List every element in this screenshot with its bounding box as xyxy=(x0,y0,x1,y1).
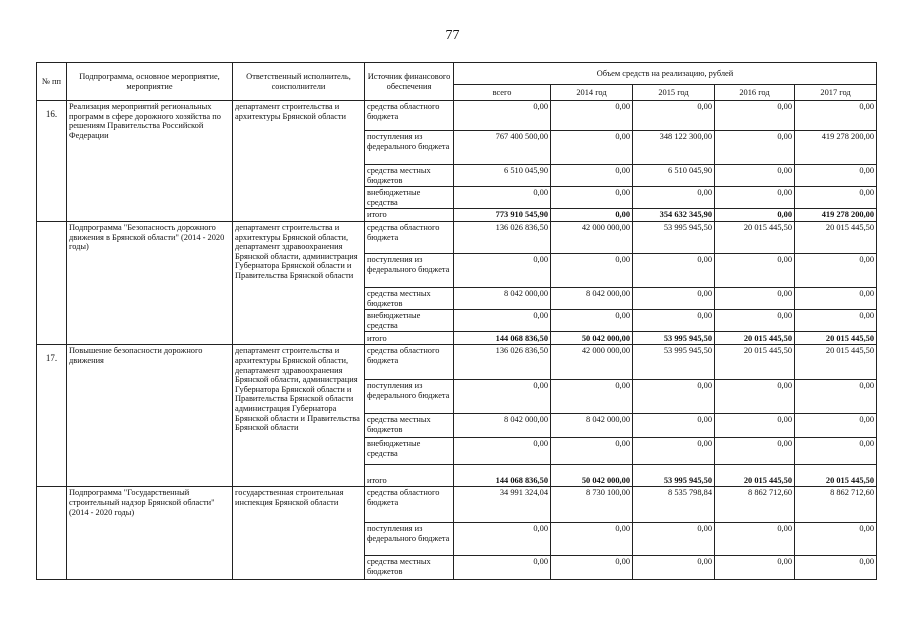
value-2014: 42 000 000,00 xyxy=(551,221,633,253)
value-2015: 0,00 xyxy=(633,310,715,332)
value-2014: 0,00 xyxy=(551,253,633,287)
funding-source: средства областного бюджета xyxy=(365,221,454,253)
value-total: 0,00 xyxy=(454,556,551,580)
table-row xyxy=(37,345,877,380)
value-2017: 0,00 xyxy=(795,187,877,209)
value-2017: 0,00 xyxy=(795,310,877,332)
value-total: 773 910 545,90 xyxy=(454,209,551,222)
value-2017: 8 862 712,60 xyxy=(795,487,877,523)
funding-source: внебюджетные средства xyxy=(365,438,454,465)
funding-source: поступления из федерального бюджета xyxy=(365,523,454,556)
value-2015: 53 995 945,50 xyxy=(633,221,715,253)
funding-source: внебюджетные средства xyxy=(365,187,454,209)
header-executor: Ответственный исполнитель, соисполнители xyxy=(233,63,365,101)
funding-source: внебюджетные средства xyxy=(365,310,454,332)
value-total: 0,00 xyxy=(454,101,551,131)
value-2014: 50 042 000,00 xyxy=(551,332,633,345)
value-2016: 0,00 xyxy=(715,187,795,209)
row-number xyxy=(37,487,67,580)
value-2014: 0,00 xyxy=(551,187,633,209)
value-2017: 0,00 xyxy=(795,101,877,131)
funding-source: средства местных бюджетов xyxy=(365,414,454,438)
value-total: 34 991 324,04 xyxy=(454,487,551,523)
funding-source: средства местных бюджетов xyxy=(365,556,454,580)
header-2014: 2014 год xyxy=(551,85,633,101)
value-2014: 0,00 xyxy=(551,209,633,222)
value-total: 6 510 045,90 xyxy=(454,165,551,187)
executor-name: государственная строительная инспекция Брянской области xyxy=(233,487,365,580)
value-2016: 0,00 xyxy=(715,380,795,414)
value-2015: 0,00 xyxy=(633,253,715,287)
program-name: Подпрограмма "Безопасность дорожного движения в Брянской области" (2014 - 2020 годы) xyxy=(67,221,233,344)
value-2017: 0,00 xyxy=(795,165,877,187)
table-row xyxy=(37,487,877,523)
value-2016: 0,00 xyxy=(715,253,795,287)
row-number: 17. xyxy=(37,345,67,487)
value-2017: 0,00 xyxy=(795,380,877,414)
row-number xyxy=(37,221,67,344)
header-funding: Объем средств на реализацию, рублей xyxy=(454,63,877,85)
value-2016: 20 015 445,50 xyxy=(715,332,795,345)
value-2014: 8 730 100,00 xyxy=(551,487,633,523)
value-2015: 0,00 xyxy=(633,438,715,465)
value-2015: 8 535 798,84 xyxy=(633,487,715,523)
value-2017: 419 278 200,00 xyxy=(795,131,877,165)
executor-name: департамент строительства и архитектуры Брянской области, департамент здравоохранения Брянской области, администрация Губернатора Брянской области и Правительства Брянской области администрация Губернатора Брянской области и Правительства Брянской области xyxy=(233,345,365,487)
funding-source: поступления из федерального бюджета xyxy=(365,380,454,414)
funding-source: средства областного бюджета xyxy=(365,101,454,131)
header-source: Источник финансового обеспечения xyxy=(365,63,454,101)
value-2016: 0,00 xyxy=(715,209,795,222)
value-2016: 0,00 xyxy=(715,287,795,309)
value-2015: 0,00 xyxy=(633,523,715,556)
value-2015: 354 632 345,90 xyxy=(633,209,715,222)
value-2014: 0,00 xyxy=(551,165,633,187)
program-name: Подпрограмма "Государственный строительный надзор Брянской области" (2014 - 2020 годы) xyxy=(67,487,233,580)
value-2017: 20 015 445,50 xyxy=(795,221,877,253)
value-2015: 53 995 945,50 xyxy=(633,345,715,380)
value-2017: 0,00 xyxy=(795,556,877,580)
value-2017: 0,00 xyxy=(795,287,877,309)
funding-source: поступления из федерального бюджета xyxy=(365,131,454,165)
table-row xyxy=(37,101,877,131)
value-2017: 0,00 xyxy=(795,414,877,438)
funding-source: поступления из федерального бюджета xyxy=(365,253,454,287)
value-2017: 20 015 445,50 xyxy=(795,332,877,345)
value-total: 0,00 xyxy=(454,523,551,556)
value-total: 144 068 836,50 xyxy=(454,465,551,487)
value-2015: 0,00 xyxy=(633,414,715,438)
executor-name: департамент строительства и архитектуры Брянской области, департамент здравоохранения Брянской области, администрация Губернатора Брянской области и Правительства Брянской области xyxy=(233,221,365,344)
value-total: 0,00 xyxy=(454,310,551,332)
value-2017: 20 015 445,50 xyxy=(795,465,877,487)
table-row xyxy=(37,221,877,253)
funding-source: итого xyxy=(365,209,454,222)
funding-source: средства местных бюджетов xyxy=(365,287,454,309)
value-total: 136 026 836,50 xyxy=(454,345,551,380)
value-2017: 0,00 xyxy=(795,438,877,465)
funding-source: средства местных бюджетов xyxy=(365,165,454,187)
value-2016: 0,00 xyxy=(715,523,795,556)
header-2015: 2015 год xyxy=(633,85,715,101)
value-2016: 0,00 xyxy=(715,310,795,332)
value-2014: 0,00 xyxy=(551,556,633,580)
value-2015: 0,00 xyxy=(633,101,715,131)
value-total: 8 042 000,00 xyxy=(454,414,551,438)
value-2016: 8 862 712,60 xyxy=(715,487,795,523)
value-2014: 42 000 000,00 xyxy=(551,345,633,380)
value-2017: 419 278 200,00 xyxy=(795,209,877,222)
value-2014: 8 042 000,00 xyxy=(551,287,633,309)
value-total: 8 042 000,00 xyxy=(454,287,551,309)
value-2016: 0,00 xyxy=(715,556,795,580)
value-2017: 0,00 xyxy=(795,253,877,287)
value-total: 144 068 836,50 xyxy=(454,332,551,345)
value-2016: 0,00 xyxy=(715,101,795,131)
budget-table xyxy=(36,62,877,580)
row-number: 16. xyxy=(37,101,67,222)
value-2016: 20 015 445,50 xyxy=(715,345,795,380)
value-2015: 348 122 300,00 xyxy=(633,131,715,165)
header-program: Подпрограмма, основное мероприятие, мероприятие xyxy=(67,63,233,101)
value-2015: 6 510 045,90 xyxy=(633,165,715,187)
value-2015: 53 995 945,50 xyxy=(633,465,715,487)
funding-source: средства областного бюджета xyxy=(365,345,454,380)
value-2014: 0,00 xyxy=(551,523,633,556)
value-2014: 8 042 000,00 xyxy=(551,414,633,438)
value-2015: 0,00 xyxy=(633,380,715,414)
value-2017: 0,00 xyxy=(795,523,877,556)
value-2014: 50 042 000,00 xyxy=(551,465,633,487)
page-number: 77 xyxy=(445,28,460,43)
header-total: всего xyxy=(454,85,551,101)
value-2014: 0,00 xyxy=(551,131,633,165)
funding-source: средства областного бюджета xyxy=(365,487,454,523)
value-2016: 0,00 xyxy=(715,438,795,465)
value-total: 0,00 xyxy=(454,438,551,465)
value-2014: 0,00 xyxy=(551,438,633,465)
value-2016: 0,00 xyxy=(715,414,795,438)
funding-source: итого xyxy=(365,465,454,487)
value-2015: 0,00 xyxy=(633,556,715,580)
value-2015: 0,00 xyxy=(633,287,715,309)
value-total: 136 026 836,50 xyxy=(454,221,551,253)
header-2016: 2016 год xyxy=(715,85,795,101)
value-2015: 0,00 xyxy=(633,187,715,209)
value-2016: 0,00 xyxy=(715,165,795,187)
value-total: 0,00 xyxy=(454,187,551,209)
value-2016: 0,00 xyxy=(715,131,795,165)
program-name: Повышение безопасности дорожного движения xyxy=(67,345,233,487)
value-2015: 53 995 945,50 xyxy=(633,332,715,345)
executor-name: департамент строительства и архитектуры Брянской области xyxy=(233,101,365,222)
value-total: 0,00 xyxy=(454,380,551,414)
funding-source: итого xyxy=(365,332,454,345)
value-2014: 0,00 xyxy=(551,101,633,131)
table-body xyxy=(37,101,877,580)
value-2014: 0,00 xyxy=(551,310,633,332)
value-2014: 0,00 xyxy=(551,380,633,414)
header-2017: 2017 год xyxy=(795,85,877,101)
value-total: 0,00 xyxy=(454,253,551,287)
program-name: Реализация мероприятий региональных программ в сфере дорожного хозяйства по решениям Правительства Российской Федерации xyxy=(67,101,233,222)
value-2016: 20 015 445,50 xyxy=(715,221,795,253)
header-num: № пп xyxy=(37,63,67,101)
value-total: 767 400 500,00 xyxy=(454,131,551,165)
value-2017: 20 015 445,50 xyxy=(795,345,877,380)
value-2016: 20 015 445,50 xyxy=(715,465,795,487)
